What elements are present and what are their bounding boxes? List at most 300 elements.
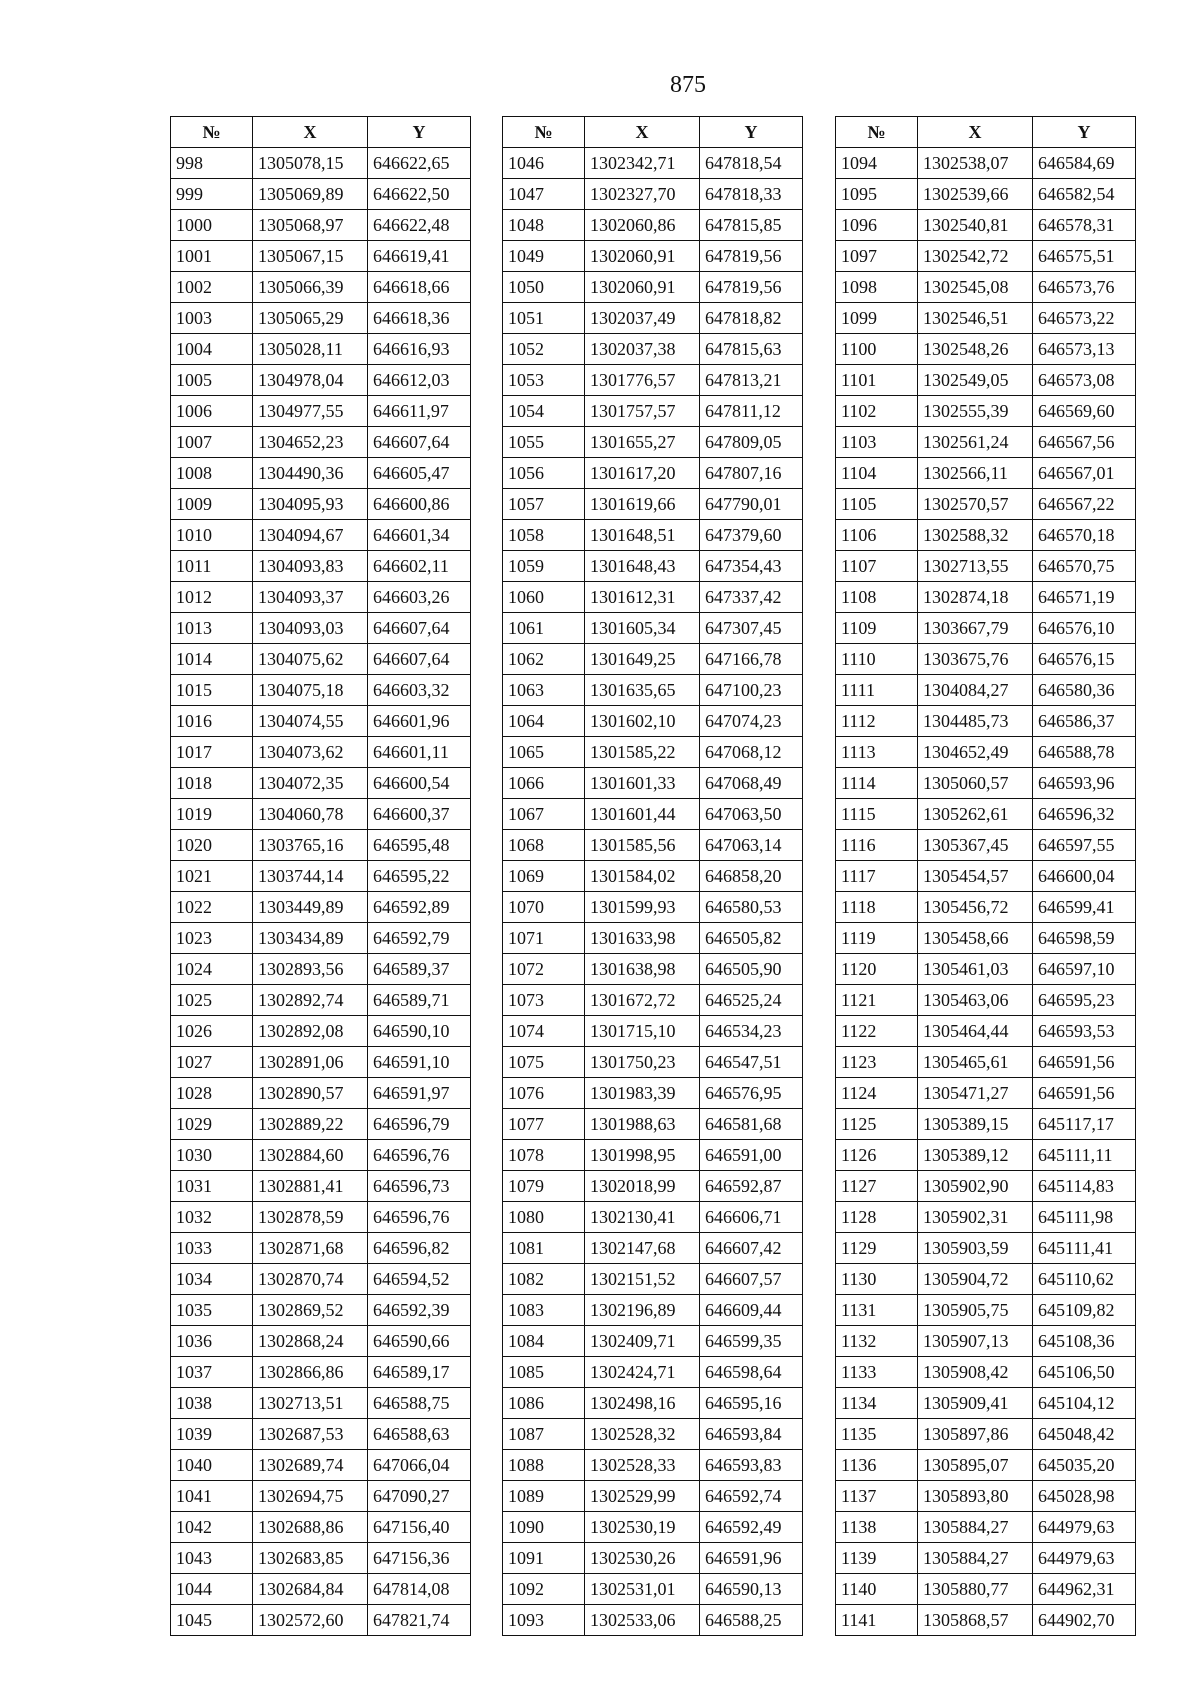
x-coordinate-cell: 1302546,51 <box>918 303 1033 334</box>
y-coordinate-cell: 644962,31 <box>1033 1574 1136 1605</box>
table-row <box>836 923 1136 954</box>
point-number-cell: 1106 <box>836 520 918 551</box>
x-coordinate-cell: 1305262,61 <box>918 799 1033 830</box>
y-coordinate-cell: 646567,56 <box>1033 427 1136 458</box>
coordinate-table <box>835 116 1136 1636</box>
y-coordinate-cell: 646600,37 <box>368 799 471 830</box>
table-row <box>503 1605 803 1636</box>
x-coordinate-cell: 1302196,89 <box>585 1295 700 1326</box>
y-coordinate-cell: 645104,12 <box>1033 1388 1136 1419</box>
column-header-y: Y <box>368 117 471 148</box>
point-number-cell: 1053 <box>503 365 585 396</box>
table-row <box>503 1295 803 1326</box>
point-number-cell: 1109 <box>836 613 918 644</box>
point-number-cell: 1058 <box>503 520 585 551</box>
table-row <box>503 520 803 551</box>
point-number-cell: 1081 <box>503 1233 585 1264</box>
x-coordinate-cell: 1302688,86 <box>253 1512 368 1543</box>
x-coordinate-cell: 1301612,31 <box>585 582 700 613</box>
y-coordinate-cell: 646589,71 <box>368 985 471 1016</box>
table-row <box>836 799 1136 830</box>
y-coordinate-cell: 646597,10 <box>1033 954 1136 985</box>
x-coordinate-cell: 1304490,36 <box>253 458 368 489</box>
x-coordinate-cell: 1302528,33 <box>585 1450 700 1481</box>
x-coordinate-cell: 1302889,22 <box>253 1109 368 1140</box>
y-coordinate-cell: 646596,32 <box>1033 799 1136 830</box>
point-number-cell: 1000 <box>171 210 253 241</box>
point-number-cell: 1117 <box>836 861 918 892</box>
table-row <box>836 1295 1136 1326</box>
y-coordinate-cell: 646584,69 <box>1033 148 1136 179</box>
y-coordinate-cell: 647068,49 <box>700 768 803 799</box>
y-coordinate-cell: 646582,54 <box>1033 179 1136 210</box>
table-row <box>503 1574 803 1605</box>
y-coordinate-cell: 646586,37 <box>1033 706 1136 737</box>
point-number-cell: 1087 <box>503 1419 585 1450</box>
y-coordinate-cell: 646597,55 <box>1033 830 1136 861</box>
y-coordinate-cell: 647074,23 <box>700 706 803 737</box>
point-number-cell: 1134 <box>836 1388 918 1419</box>
x-coordinate-cell: 1305895,07 <box>918 1450 1033 1481</box>
x-coordinate-cell: 1305456,72 <box>918 892 1033 923</box>
table-row <box>836 272 1136 303</box>
x-coordinate-cell: 1305902,31 <box>918 1202 1033 1233</box>
point-number-cell: 1036 <box>171 1326 253 1357</box>
x-coordinate-cell: 1305461,03 <box>918 954 1033 985</box>
x-coordinate-cell: 1302538,07 <box>918 148 1033 179</box>
table-row <box>836 1140 1136 1171</box>
x-coordinate-cell: 1302531,01 <box>585 1574 700 1605</box>
table-row <box>503 1078 803 1109</box>
x-coordinate-cell: 1305465,61 <box>918 1047 1033 1078</box>
x-coordinate-cell: 1302713,55 <box>918 551 1033 582</box>
point-number-cell: 1097 <box>836 241 918 272</box>
table-row <box>503 799 803 830</box>
column-header-y: Y <box>700 117 803 148</box>
x-coordinate-cell: 1302892,74 <box>253 985 368 1016</box>
y-coordinate-cell: 647063,50 <box>700 799 803 830</box>
point-number-cell: 1060 <box>503 582 585 613</box>
point-number-cell: 1124 <box>836 1078 918 1109</box>
y-coordinate-cell: 645028,98 <box>1033 1481 1136 1512</box>
point-number-cell: 1070 <box>503 892 585 923</box>
point-number-cell: 1040 <box>171 1450 253 1481</box>
y-coordinate-cell: 647156,36 <box>368 1543 471 1574</box>
point-number-cell: 1005 <box>171 365 253 396</box>
x-coordinate-cell: 1301648,51 <box>585 520 700 551</box>
table-row <box>503 1264 803 1295</box>
table-row <box>171 1419 471 1450</box>
y-coordinate-cell: 647818,54 <box>700 148 803 179</box>
point-number-cell: 1052 <box>503 334 585 365</box>
y-coordinate-cell: 645110,62 <box>1033 1264 1136 1295</box>
x-coordinate-cell: 1305066,39 <box>253 272 368 303</box>
point-number-cell: 1016 <box>171 706 253 737</box>
point-number-cell: 1066 <box>503 768 585 799</box>
table-row <box>171 303 471 334</box>
y-coordinate-cell: 645035,20 <box>1033 1450 1136 1481</box>
x-coordinate-cell: 1304075,18 <box>253 675 368 706</box>
x-coordinate-cell: 1301715,10 <box>585 1016 700 1047</box>
y-coordinate-cell: 645111,41 <box>1033 1233 1136 1264</box>
y-coordinate-cell: 646591,10 <box>368 1047 471 1078</box>
y-coordinate-cell: 646600,04 <box>1033 861 1136 892</box>
x-coordinate-cell: 1301988,63 <box>585 1109 700 1140</box>
x-coordinate-cell: 1302570,57 <box>918 489 1033 520</box>
y-coordinate-cell: 647819,56 <box>700 241 803 272</box>
table-row <box>836 1419 1136 1450</box>
point-number-cell: 1004 <box>171 334 253 365</box>
x-coordinate-cell: 1301633,98 <box>585 923 700 954</box>
table-row <box>171 1171 471 1202</box>
x-coordinate-cell: 1303434,89 <box>253 923 368 954</box>
table-row <box>171 551 471 582</box>
y-coordinate-cell: 646588,25 <box>700 1605 803 1636</box>
y-coordinate-cell: 645108,36 <box>1033 1326 1136 1357</box>
y-coordinate-cell: 644902,70 <box>1033 1605 1136 1636</box>
point-number-cell: 1046 <box>503 148 585 179</box>
table-row <box>503 210 803 241</box>
table-row <box>836 1543 1136 1574</box>
point-number-cell: 1048 <box>503 210 585 241</box>
table-row <box>171 1481 471 1512</box>
y-coordinate-cell: 646619,41 <box>368 241 471 272</box>
point-number-cell: 1034 <box>171 1264 253 1295</box>
x-coordinate-cell: 1302409,71 <box>585 1326 700 1357</box>
table-row <box>503 1326 803 1357</box>
x-coordinate-cell: 1302540,81 <box>918 210 1033 241</box>
point-number-cell: 1020 <box>171 830 253 861</box>
y-coordinate-cell: 646607,64 <box>368 427 471 458</box>
point-number-cell: 1009 <box>171 489 253 520</box>
y-coordinate-cell: 646595,48 <box>368 830 471 861</box>
point-number-cell: 1088 <box>503 1450 585 1481</box>
y-coordinate-cell: 645117,17 <box>1033 1109 1136 1140</box>
point-number-cell: 1071 <box>503 923 585 954</box>
x-coordinate-cell: 1302533,06 <box>585 1605 700 1636</box>
y-coordinate-cell: 646601,34 <box>368 520 471 551</box>
point-number-cell: 1045 <box>171 1605 253 1636</box>
table-row <box>503 1512 803 1543</box>
table-row <box>171 1078 471 1109</box>
y-coordinate-cell: 645111,98 <box>1033 1202 1136 1233</box>
x-coordinate-cell: 1305908,42 <box>918 1357 1033 1388</box>
table-row <box>836 210 1136 241</box>
x-coordinate-cell: 1302893,56 <box>253 954 368 985</box>
y-coordinate-cell: 646596,79 <box>368 1109 471 1140</box>
point-number-cell: 1003 <box>171 303 253 334</box>
point-number-cell: 1008 <box>171 458 253 489</box>
point-number-cell: 1002 <box>171 272 253 303</box>
x-coordinate-cell: 1302713,51 <box>253 1388 368 1419</box>
x-coordinate-cell: 1304093,83 <box>253 551 368 582</box>
x-coordinate-cell: 1303449,89 <box>253 892 368 923</box>
point-number-cell: 1049 <box>503 241 585 272</box>
y-coordinate-cell: 647166,78 <box>700 644 803 675</box>
y-coordinate-cell: 647821,74 <box>368 1605 471 1636</box>
point-number-cell: 1006 <box>171 396 253 427</box>
point-number-cell: 1126 <box>836 1140 918 1171</box>
table-row <box>503 396 803 427</box>
point-number-cell: 1051 <box>503 303 585 334</box>
table-row <box>171 1047 471 1078</box>
point-number-cell: 1043 <box>171 1543 253 1574</box>
x-coordinate-cell: 1305880,77 <box>918 1574 1033 1605</box>
table-row <box>503 551 803 582</box>
point-number-cell: 1021 <box>171 861 253 892</box>
y-coordinate-cell: 646580,53 <box>700 892 803 923</box>
table-row <box>171 675 471 706</box>
x-coordinate-cell: 1304485,73 <box>918 706 1033 737</box>
y-coordinate-cell: 646596,76 <box>368 1140 471 1171</box>
x-coordinate-cell: 1305905,75 <box>918 1295 1033 1326</box>
table-row <box>836 1202 1136 1233</box>
x-coordinate-cell: 1302572,60 <box>253 1605 368 1636</box>
point-number-cell: 1115 <box>836 799 918 830</box>
table-row <box>503 1140 803 1171</box>
table-row <box>836 582 1136 613</box>
point-number-cell: 1038 <box>171 1388 253 1419</box>
x-coordinate-cell: 1302866,86 <box>253 1357 368 1388</box>
x-coordinate-cell: 1305389,12 <box>918 1140 1033 1171</box>
x-coordinate-cell: 1302684,84 <box>253 1574 368 1605</box>
table-row <box>836 1512 1136 1543</box>
coordinate-table <box>502 116 803 1636</box>
table-row <box>503 1047 803 1078</box>
x-coordinate-cell: 1302891,06 <box>253 1047 368 1078</box>
x-coordinate-cell: 1302151,52 <box>585 1264 700 1295</box>
table-row <box>171 954 471 985</box>
point-number-cell: 1037 <box>171 1357 253 1388</box>
y-coordinate-cell: 646607,64 <box>368 644 471 675</box>
y-coordinate-cell: 646571,19 <box>1033 582 1136 613</box>
table-row <box>503 675 803 706</box>
table-row <box>836 1605 1136 1636</box>
table-row <box>503 1357 803 1388</box>
y-coordinate-cell: 646596,82 <box>368 1233 471 1264</box>
x-coordinate-cell: 1301983,39 <box>585 1078 700 1109</box>
x-coordinate-cell: 1301619,66 <box>585 489 700 520</box>
table-row <box>836 644 1136 675</box>
point-number-cell: 1119 <box>836 923 918 954</box>
point-number-cell: 1116 <box>836 830 918 861</box>
x-coordinate-cell: 1305060,57 <box>918 768 1033 799</box>
point-number-cell: 1082 <box>503 1264 585 1295</box>
point-number-cell: 1120 <box>836 954 918 985</box>
y-coordinate-cell: 646593,83 <box>700 1450 803 1481</box>
y-coordinate-cell: 647809,05 <box>700 427 803 458</box>
x-coordinate-cell: 1305367,45 <box>918 830 1033 861</box>
y-coordinate-cell: 646505,82 <box>700 923 803 954</box>
table-row <box>503 272 803 303</box>
x-coordinate-cell: 1302687,53 <box>253 1419 368 1450</box>
x-coordinate-cell: 1302530,26 <box>585 1543 700 1574</box>
point-number-cell: 1050 <box>503 272 585 303</box>
point-number-cell: 1007 <box>171 427 253 458</box>
x-coordinate-cell: 1305068,97 <box>253 210 368 241</box>
point-number-cell: 1103 <box>836 427 918 458</box>
point-number-cell: 1022 <box>171 892 253 923</box>
table-row <box>836 334 1136 365</box>
x-coordinate-cell: 1301601,44 <box>585 799 700 830</box>
x-coordinate-cell: 1302588,32 <box>918 520 1033 551</box>
table-row <box>171 582 471 613</box>
table-row <box>836 396 1136 427</box>
point-number-cell: 1035 <box>171 1295 253 1326</box>
x-coordinate-cell: 1302868,24 <box>253 1326 368 1357</box>
y-coordinate-cell: 646580,36 <box>1033 675 1136 706</box>
table-row <box>503 303 803 334</box>
point-number-cell: 1024 <box>171 954 253 985</box>
x-coordinate-cell: 1304652,49 <box>918 737 1033 768</box>
point-number-cell: 1114 <box>836 768 918 799</box>
y-coordinate-cell: 646858,20 <box>700 861 803 892</box>
x-coordinate-cell: 1301585,22 <box>585 737 700 768</box>
x-coordinate-cell: 1302147,68 <box>585 1233 700 1264</box>
x-coordinate-cell: 1302037,38 <box>585 334 700 365</box>
table-row <box>503 458 803 489</box>
table-row <box>171 892 471 923</box>
x-coordinate-cell: 1302694,75 <box>253 1481 368 1512</box>
x-coordinate-cell: 1302871,68 <box>253 1233 368 1264</box>
x-coordinate-cell: 1302528,32 <box>585 1419 700 1450</box>
point-number-cell: 1042 <box>171 1512 253 1543</box>
table-row <box>503 737 803 768</box>
y-coordinate-cell: 646606,71 <box>700 1202 803 1233</box>
y-coordinate-cell: 646591,56 <box>1033 1078 1136 1109</box>
point-number-cell: 1137 <box>836 1481 918 1512</box>
x-coordinate-cell: 1302060,91 <box>585 272 700 303</box>
x-coordinate-cell: 1305463,06 <box>918 985 1033 1016</box>
y-coordinate-cell: 647815,85 <box>700 210 803 241</box>
x-coordinate-cell: 1305884,27 <box>918 1512 1033 1543</box>
y-coordinate-cell: 646612,03 <box>368 365 471 396</box>
x-coordinate-cell: 1301584,02 <box>585 861 700 892</box>
point-number-cell: 1132 <box>836 1326 918 1357</box>
table-row <box>836 1047 1136 1078</box>
y-coordinate-cell: 646592,39 <box>368 1295 471 1326</box>
point-number-cell: 1001 <box>171 241 253 272</box>
table-row <box>171 365 471 396</box>
x-coordinate-cell: 1305868,57 <box>918 1605 1033 1636</box>
point-number-cell: 1064 <box>503 706 585 737</box>
table-row <box>503 241 803 272</box>
table-row <box>503 179 803 210</box>
x-coordinate-cell: 1304652,23 <box>253 427 368 458</box>
point-number-cell: 1086 <box>503 1388 585 1419</box>
x-coordinate-cell: 1302884,60 <box>253 1140 368 1171</box>
table-row <box>836 520 1136 551</box>
x-coordinate-cell: 1305065,29 <box>253 303 368 334</box>
y-coordinate-cell: 647814,08 <box>368 1574 471 1605</box>
table-row <box>171 148 471 179</box>
y-coordinate-cell: 645111,11 <box>1033 1140 1136 1171</box>
point-number-cell: 1032 <box>171 1202 253 1233</box>
table-row <box>836 1574 1136 1605</box>
y-coordinate-cell: 646591,97 <box>368 1078 471 1109</box>
point-number-cell: 1069 <box>503 861 585 892</box>
table-row <box>171 830 471 861</box>
y-coordinate-cell: 647337,42 <box>700 582 803 613</box>
x-coordinate-cell: 1302548,26 <box>918 334 1033 365</box>
point-number-cell: 1012 <box>171 582 253 613</box>
y-coordinate-cell: 646609,44 <box>700 1295 803 1326</box>
table-row <box>836 1016 1136 1047</box>
point-number-cell: 1123 <box>836 1047 918 1078</box>
point-number-cell: 1113 <box>836 737 918 768</box>
point-number-cell: 1100 <box>836 334 918 365</box>
table-row <box>836 706 1136 737</box>
table-row <box>836 148 1136 179</box>
y-coordinate-cell: 647068,12 <box>700 737 803 768</box>
y-coordinate-cell: 646578,31 <box>1033 210 1136 241</box>
x-coordinate-cell: 1302060,86 <box>585 210 700 241</box>
y-coordinate-cell: 647790,01 <box>700 489 803 520</box>
table-row <box>836 489 1136 520</box>
x-coordinate-cell: 1302539,66 <box>918 179 1033 210</box>
x-coordinate-cell: 1305078,15 <box>253 148 368 179</box>
point-number-cell: 1025 <box>171 985 253 1016</box>
column-header-x: X <box>918 117 1033 148</box>
point-number-cell: 1014 <box>171 644 253 675</box>
table-row <box>171 1202 471 1233</box>
point-number-cell: 1104 <box>836 458 918 489</box>
x-coordinate-cell: 1304060,78 <box>253 799 368 830</box>
table-row <box>503 644 803 675</box>
point-number-cell: 1107 <box>836 551 918 582</box>
point-number-cell: 1027 <box>171 1047 253 1078</box>
y-coordinate-cell: 647063,14 <box>700 830 803 861</box>
x-coordinate-cell: 1302870,74 <box>253 1264 368 1295</box>
y-coordinate-cell: 646595,16 <box>700 1388 803 1419</box>
table-row <box>503 1450 803 1481</box>
y-coordinate-cell: 646570,75 <box>1033 551 1136 582</box>
x-coordinate-cell: 1302890,57 <box>253 1078 368 1109</box>
point-number-cell: 1138 <box>836 1512 918 1543</box>
y-coordinate-cell: 646570,18 <box>1033 520 1136 551</box>
point-number-cell: 1101 <box>836 365 918 396</box>
table-row <box>503 892 803 923</box>
point-number-cell: 1026 <box>171 1016 253 1047</box>
x-coordinate-cell: 1305464,44 <box>918 1016 1033 1047</box>
y-coordinate-cell: 646591,96 <box>700 1543 803 1574</box>
x-coordinate-cell: 1301601,33 <box>585 768 700 799</box>
table-row <box>503 706 803 737</box>
point-number-cell: 1044 <box>171 1574 253 1605</box>
x-coordinate-cell: 1301672,72 <box>585 985 700 1016</box>
y-coordinate-cell: 647354,43 <box>700 551 803 582</box>
y-coordinate-cell: 646593,84 <box>700 1419 803 1450</box>
x-coordinate-cell: 1302878,59 <box>253 1202 368 1233</box>
table-row <box>171 1233 471 1264</box>
x-coordinate-cell: 1305458,66 <box>918 923 1033 954</box>
y-coordinate-cell: 646599,41 <box>1033 892 1136 923</box>
table-row <box>171 334 471 365</box>
x-coordinate-cell: 1305389,15 <box>918 1109 1033 1140</box>
table-row <box>171 1264 471 1295</box>
x-coordinate-cell: 1305904,72 <box>918 1264 1033 1295</box>
x-coordinate-cell: 1302869,52 <box>253 1295 368 1326</box>
table-row <box>503 148 803 179</box>
y-coordinate-cell: 646575,51 <box>1033 241 1136 272</box>
y-coordinate-cell: 646601,96 <box>368 706 471 737</box>
table-row <box>503 1543 803 1574</box>
table-row <box>836 365 1136 396</box>
table-row <box>171 241 471 272</box>
x-coordinate-cell: 1302542,72 <box>918 241 1033 272</box>
table-row <box>836 179 1136 210</box>
x-coordinate-cell: 1302881,41 <box>253 1171 368 1202</box>
